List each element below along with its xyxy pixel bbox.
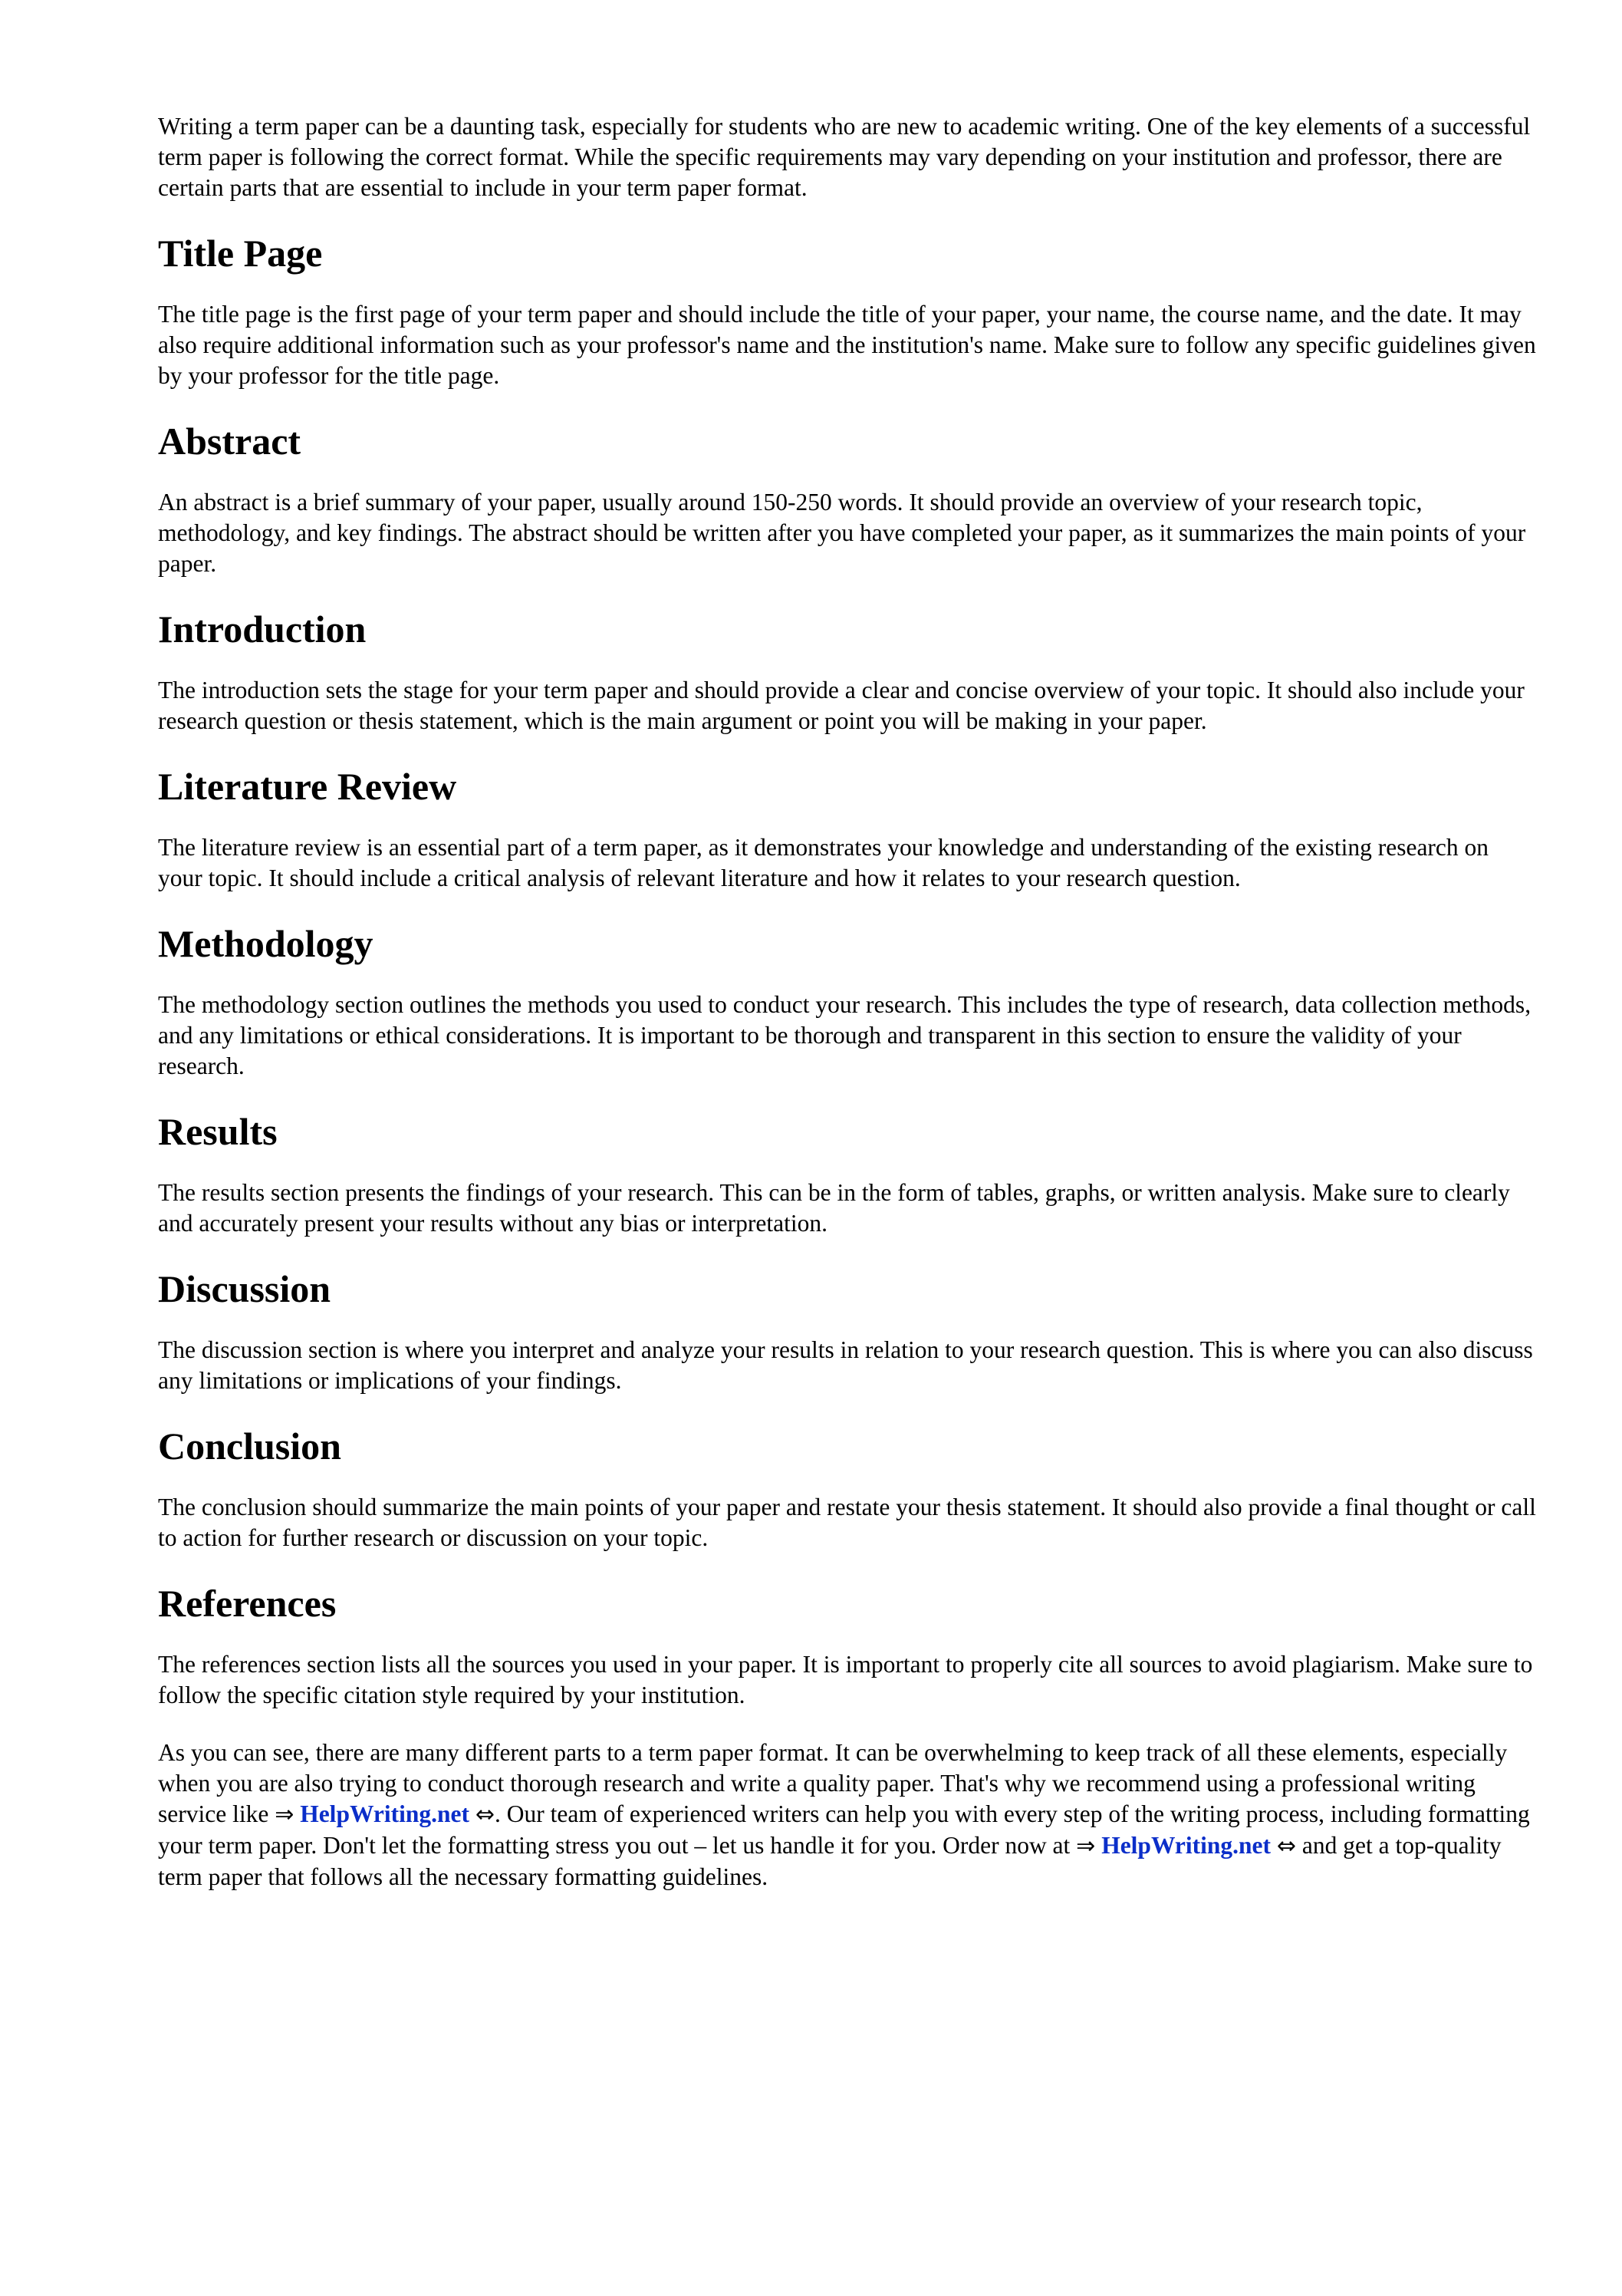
- section-body-title-page: The title page is the first page of your term paper and should include the title of your paper, your name, the course name, and the date. It may also require additional information such as your professor's name and the institution's name. Make sure to follow any specific guidelines given by your professor for the title page.: [158, 301, 1536, 389]
- double-arrow-icon: ⇔: [1276, 1833, 1296, 1860]
- section-title-literature-review: Literature Review: [158, 765, 457, 808]
- section-body-literature-review: The literature review is an essential part of a term paper, as it demonstrates your knowledge and understanding of the existing research on your topic. It should include a critical analysis of relevant literature and how it relates to your research question.: [158, 834, 1489, 891]
- section-body-introduction: The introduction sets the stage for your term paper and should provide a clear and concise overview of your topic. It should also include your research question or thesis statement, which is the main argument or point you will be making in your paper.: [158, 677, 1525, 734]
- section-body-references: The references section lists all the sources you used in your paper. It is important to properly cite all sources to avoid plagiarism. Make sure to follow the specific citation style required by your institution.: [158, 1651, 1533, 1708]
- document-page: [158, 111, 1538, 1892]
- section-title-introduction: Introduction: [158, 608, 367, 651]
- section-body-discussion: The discussion section is where you interpret and analyze your results in relation to your research question. This is where you can also discuss any limitations or implications of your findings.: [158, 1336, 1533, 1394]
- section-title-conclusion: Conclusion: [158, 1425, 341, 1468]
- right-arrow-icon: ⇒: [275, 1801, 294, 1828]
- section-title-discussion: Discussion: [158, 1267, 331, 1310]
- closing-text-2: . Our team of experienced writers can help you with every step of the writing process, including formatting your term paper. Don't let the formatting stress you out – let us handle it for you. Order now at: [158, 1800, 1530, 1859]
- section-title-results: Results: [158, 1110, 278, 1153]
- helpwriting-link-2[interactable]: HelpWriting.net: [1101, 1832, 1271, 1859]
- section-title-title-page: Title Page: [158, 232, 323, 275]
- helpwriting-link-1[interactable]: HelpWriting.net: [300, 1800, 469, 1827]
- closing-text-1: As you can see, there are many different parts to a term paper format. It can be overwhelming to keep track of all these elements, especially when you are also trying to conduct thorough research and write a quality paper. That's why we recommend using a professional writing service like: [158, 1739, 1508, 1827]
- section-title-references: References: [158, 1582, 337, 1625]
- section-body-conclusion: The conclusion should summarize the main points of your paper and restate your thesis statement. It should also provide a final thought or call to action for further research or discussion on your topic.: [158, 1494, 1536, 1551]
- closing-paragraph: [158, 1738, 1538, 1892]
- double-arrow-icon: ⇔: [475, 1801, 495, 1828]
- right-arrow-icon: ⇒: [1076, 1833, 1096, 1860]
- intro-paragraph: Writing a term paper can be a daunting task, especially for students who are new to academic writing. One of the key elements of a successful term paper is following the correct format. While the specific requirements may vary depending on your institution and professor, there are certain parts that are essential to include in your term paper format.: [158, 113, 1531, 201]
- section-body-results: The results section presents the findings of your research. This can be in the form of tables, graphs, or written analysis. Make sure to clearly and accurately present your results without any bias or interpretation.: [158, 1179, 1510, 1237]
- section-title-methodology: Methodology: [158, 922, 373, 965]
- section-body-abstract: An abstract is a brief summary of your paper, usually around 150-250 words. It should provide an overview of your research topic, methodology, and key findings. The abstract should be written after you have completed your paper, as it summarizes the main points of your paper.: [158, 489, 1526, 577]
- closing-text-3: and get a top-quality term paper that follows all the necessary formatting guidelines.: [158, 1832, 1502, 1890]
- section-title-abstract: Abstract: [158, 420, 301, 463]
- section-body-methodology: The methodology section outlines the methods you used to conduct your research. This includes the type of research, data collection methods, and any limitations or ethical considerations. It is important to be thorough and transparent in this section to ensure the validity of your research.: [158, 991, 1532, 1079]
